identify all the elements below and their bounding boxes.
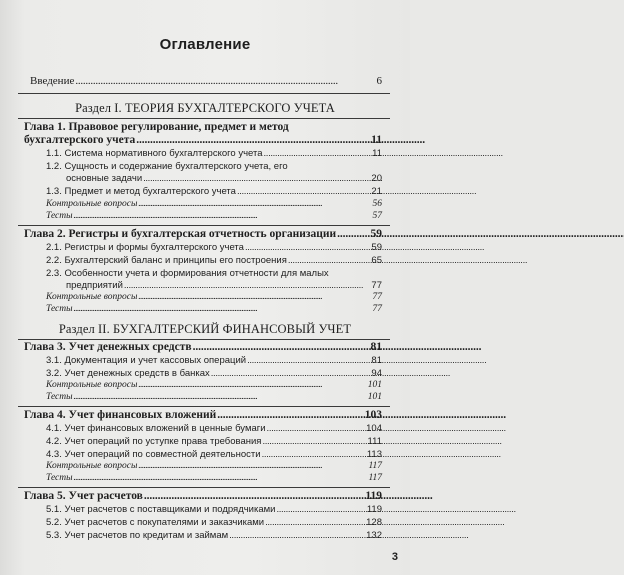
toc-review-questions	[46, 461, 382, 471]
toc-entry-label: 4.3. Учет операций по совместной деятельности	[46, 449, 261, 460]
toc-entry-page: 11	[372, 148, 382, 159]
toc-entry-page: 81	[371, 355, 382, 366]
toc-entry-page: 11	[371, 134, 382, 146]
toc-entry-label: Глава 3. Учет денежных средств	[24, 341, 192, 353]
toc-leader-dots	[74, 211, 372, 221]
toc-subsection-3-2	[46, 368, 382, 379]
toc-entry-label: 5.2. Учет расчетов с покупателями и заказчиками	[46, 517, 265, 528]
toc-entry-label: Глава 5. Учет расчетов	[24, 490, 143, 502]
divider	[18, 118, 390, 119]
toc-entry-label: Тесты	[46, 211, 73, 221]
toc-review-questions	[46, 199, 382, 209]
toc-subsection-4-3	[46, 449, 382, 460]
toc-entry-label: предприятий	[66, 280, 123, 291]
toc-entry-label: 1.3. Предмет и метод бухгалтерского учета	[46, 186, 236, 197]
toc-subsection-1-2	[66, 173, 382, 184]
toc-entry-page: 20	[371, 173, 382, 184]
toc-subsection-3-1	[46, 355, 382, 366]
toc-review-questions	[46, 292, 382, 302]
toc-entry-label: 4.2. Учет операций по уступке права требования	[46, 436, 262, 447]
toc-entry-page: 119	[365, 490, 382, 502]
toc-subsection-1-1	[46, 148, 382, 159]
divider	[18, 487, 390, 488]
toc-tests	[46, 304, 382, 314]
toc-leader-dots	[138, 380, 366, 390]
toc-subsection-4-1	[46, 423, 382, 434]
toc-subsection-2-1	[46, 242, 382, 253]
toc-subsection-5-1	[46, 504, 382, 515]
toc-entry-label: бухгалтерского учета	[24, 134, 136, 146]
toc-leader-dots	[138, 461, 367, 471]
toc-entry-label: 4.1. Учет финансовых вложений в ценные бумаги	[46, 423, 266, 434]
toc-entry-page: 132	[366, 530, 382, 541]
toc-entry-page: 117	[368, 473, 382, 483]
bleed-through-text: ​	[119, 7, 120, 19]
toc-chapter-3	[24, 341, 382, 353]
divider	[18, 339, 390, 340]
toc-entry-page: 65	[371, 255, 382, 266]
toc-subsection-1-2-line1: 1.2. Сущность и содержание бухгалтерского учета, его	[46, 161, 288, 172]
divider	[18, 225, 390, 226]
toc-entry-label: 5.3. Учет расчетов по кредитам и займам	[46, 530, 229, 541]
toc-entry-page: 21	[371, 186, 382, 197]
toc-leader-dots	[288, 255, 371, 266]
toc-leader-dots	[265, 517, 365, 528]
toc-entry-label: Контрольные вопросы	[46, 461, 138, 471]
toc-entry-page: 94	[371, 368, 382, 379]
toc-leader-dots	[138, 199, 371, 209]
toc-entry-label: 3.1. Документация и учет кассовых операций	[46, 355, 247, 366]
toc-leader-dots	[245, 242, 370, 253]
toc-chapter-5	[24, 490, 382, 502]
toc-entry-label: Введение	[30, 75, 75, 87]
toc-entry-page: 111	[367, 436, 382, 447]
toc-entry-label: Глава 4. Учет финансовых вложений	[24, 409, 217, 421]
toc-leader-dots	[262, 436, 366, 447]
toc-leader-dots	[124, 280, 371, 291]
toc-chapter-4	[24, 409, 382, 421]
toc-leader-dots	[217, 409, 364, 421]
toc-entry-page: 77	[372, 304, 382, 314]
toc-leader-dots	[211, 368, 371, 379]
toc-leader-dots	[262, 449, 366, 460]
toc-subsection-2-3	[66, 280, 382, 291]
toc-subsection-2-2	[46, 255, 382, 266]
toc-leader-dots	[247, 355, 370, 366]
toc-chapter-1-line1: Глава 1. Правовое регулирование, предмет и метод	[24, 121, 289, 133]
toc-entry-page: 101	[367, 392, 382, 402]
toc-entry-page: 59	[371, 242, 382, 253]
toc-entry-label: Контрольные вопросы	[46, 380, 138, 390]
toc-leader-dots	[138, 292, 371, 302]
toc-entry-label: Тесты	[46, 473, 73, 483]
toc-leader-dots	[264, 148, 372, 159]
toc-leader-dots	[136, 134, 370, 146]
toc-entry-page: 119	[366, 504, 382, 515]
toc-entry-page: 6	[376, 75, 382, 87]
toc-tests	[46, 392, 382, 402]
toc-leader-dots	[74, 392, 367, 402]
toc-leader-dots	[267, 423, 366, 434]
toc-leader-dots	[276, 504, 365, 515]
toc-leader-dots	[337, 228, 369, 240]
toc-leader-dots	[237, 186, 370, 197]
toc-entry-label: 2.2. Бухгалтерский баланс и принципы его построения	[46, 255, 287, 266]
section-heading-1: Раздел I. ТЕОРИЯ БУХГАЛТЕРСКОГО УЧЕТА	[75, 101, 335, 115]
toc-subsection-1-3	[46, 186, 382, 197]
page-number: 3	[391, 551, 398, 563]
toc-leader-dots	[229, 530, 365, 541]
toc-leader-dots	[74, 304, 372, 314]
toc-entry-label: Контрольные вопросы	[46, 199, 138, 209]
toc-entry-label: 2.1. Регистры и формы бухгалтерского учета	[46, 242, 244, 253]
toc-entry-page: 77	[372, 292, 382, 302]
toc-entry-page: 101	[367, 380, 382, 390]
toc-entry-label: 5.1. Учет расчетов с поставщиками и подрядчиками	[46, 504, 276, 515]
toc-entry-page: 103	[364, 409, 382, 421]
toc-entry-label: 1.1. Система нормативного бухгалтерского учета	[46, 148, 263, 159]
toc-tests	[46, 211, 382, 221]
toc-leader-dots	[144, 490, 364, 502]
toc-entry-page: 59	[370, 228, 382, 240]
divider	[18, 406, 390, 407]
toc-leader-dots	[193, 341, 370, 353]
toc-entry-page: 56	[372, 199, 382, 209]
toc-chapter-1	[24, 134, 382, 146]
toc-entry-page: 81	[370, 341, 382, 353]
toc-entry-intro	[30, 75, 382, 87]
page-title: Оглавление	[159, 36, 251, 53]
divider	[18, 93, 390, 94]
toc-subsection-2-3-line1: 2.3. Особенности учета и формирования отчетности для малых	[46, 268, 329, 279]
toc-subsection-5-2	[46, 517, 382, 528]
toc-entry-label: 3.2. Учет денежных средств в банках	[46, 368, 210, 379]
toc-entry-page: 117	[368, 461, 382, 471]
toc-entry-page: 57	[372, 211, 382, 221]
toc-leader-dots	[75, 75, 375, 87]
toc-subsection-4-2	[46, 436, 382, 447]
toc-entry-label: Глава 2. Регистры и бухгалтерская отчетность организации	[24, 228, 337, 240]
toc-entry-label: основные задачи	[66, 173, 143, 184]
toc-entry-page: 104	[366, 423, 382, 434]
toc-entry-page: 113	[366, 449, 382, 460]
toc-subsection-5-3	[46, 530, 382, 541]
toc-leader-dots	[143, 173, 370, 184]
section-heading-2: Раздел II. БУХГАЛТЕРСКИЙ ФИНАНСОВЫЙ УЧЕТ	[58, 322, 352, 336]
toc-entry-label: Тесты	[46, 304, 73, 314]
toc-tests	[46, 473, 382, 483]
toc-entry-label: Контрольные вопросы	[46, 292, 138, 302]
toc-entry-label: Тесты	[46, 392, 73, 402]
toc-entry-page: 128	[366, 517, 382, 528]
toc-chapter-2	[24, 228, 382, 240]
toc-entry-page: 77	[371, 280, 382, 291]
toc-review-questions	[46, 380, 382, 390]
toc-leader-dots	[74, 473, 368, 483]
